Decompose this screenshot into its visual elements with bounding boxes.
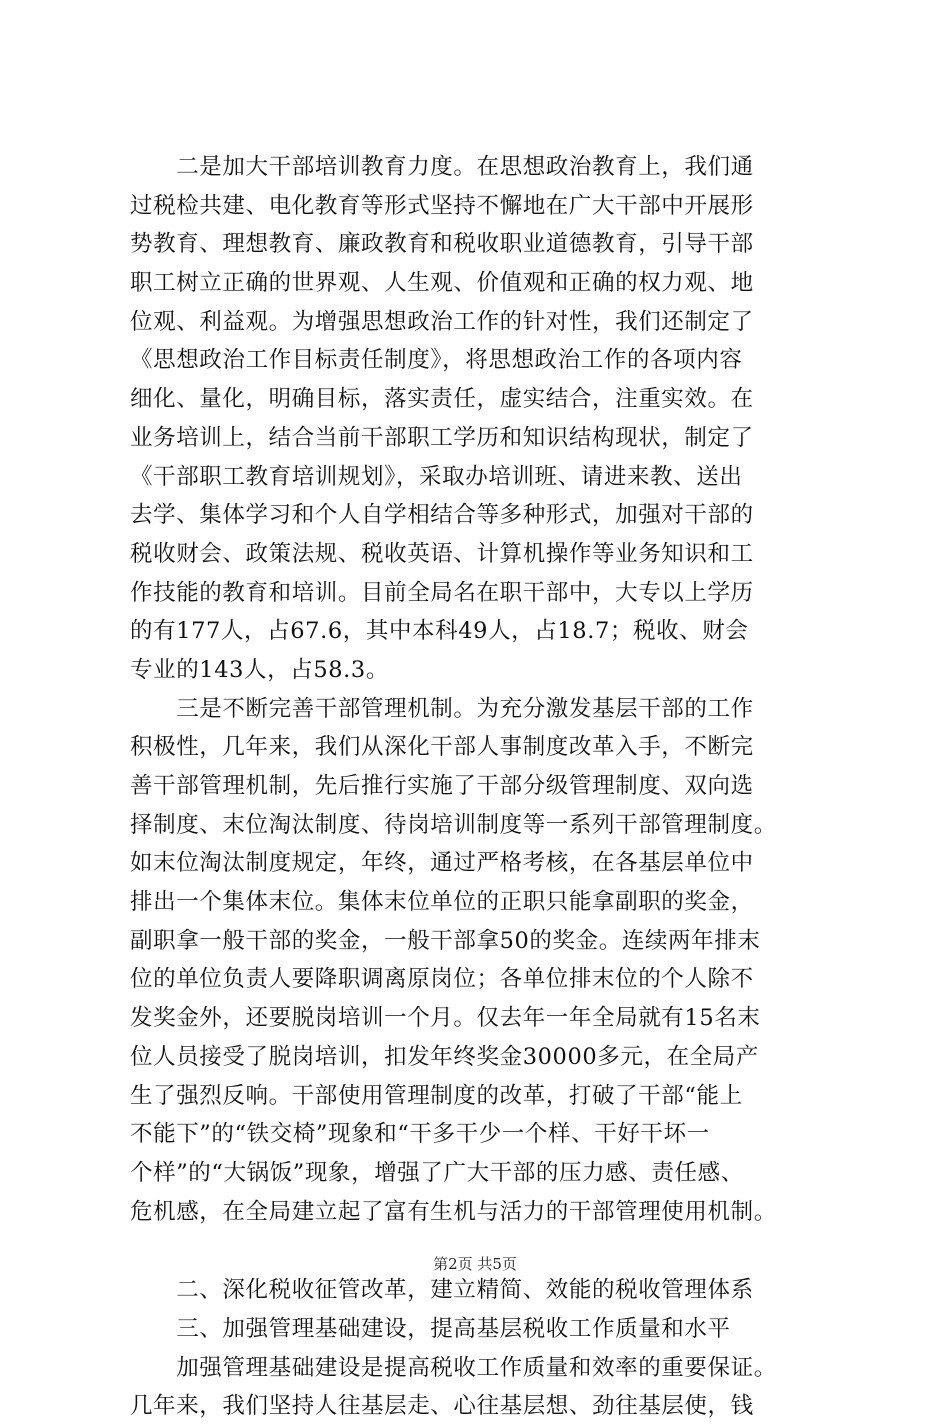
text-line: 职工树立正确的世界观、人生观、价值观和正确的权力观、地	[130, 270, 754, 297]
text-line: 排出一个集体末位。集体末位单位的正职只能拿副职的奖金，	[130, 889, 754, 916]
text-line: 不能下”的“铁交椅”现象和“干多干少一个样、干好干坏一	[130, 1121, 710, 1148]
text-line: 积极性，几年来，我们从深化干部人事制度改革入手，不断完	[130, 734, 754, 761]
text-line: 《干部职工教育培训规划》，采取办培训班、请进来教、送出	[130, 463, 743, 490]
text-line: 过税检共建、电化教育等形式坚持不懈地在广大干部中开展形	[130, 192, 754, 219]
text-line: 势教育、理想教育、廉政教育和税收职业道德教育，引导干部	[130, 231, 754, 258]
text-line: 三是不断完善干部管理机制。为充分激发基层干部的工作	[130, 695, 754, 722]
text-line: 位观、利益观。为增强思想政治工作的针对性，我们还制定了	[130, 308, 754, 335]
section-heading: 二、深化税收征管改革，建立精简、效能的税收管理体系	[130, 1277, 754, 1304]
section-heading: 三、加强管理基础建设，提高基层税收工作质量和水平	[130, 1315, 731, 1342]
text-line: 业务培训上，结合当前干部职工学历和知识结构现状，制定了	[130, 424, 754, 451]
text-line: 加强管理基础建设是提高税收工作质量和效率的重要保证。	[130, 1354, 777, 1381]
text-line: 的有177人，占67.6，其中本科49人，占18.7；税收、财会	[130, 618, 749, 645]
page-indicator: 第2页 共5页	[433, 1255, 517, 1273]
text-line: 专业的143人，占58.3。	[130, 656, 389, 683]
text-line: 发奖金外，还要脱岗培训一个月。仅去年一年全局就有15名末	[130, 1005, 761, 1032]
page-footer	[0, 1253, 950, 1274]
text-line: 位的单位负责人要降职调离原岗位；各单位排末位的个人除不	[130, 966, 754, 993]
text-line: 《思想政治工作目标责任制度》，将思想政治工作的各项内容	[130, 347, 743, 374]
text-line: 副职拿一般干部的奖金，一般干部拿50的奖金。连续两年排末	[130, 927, 761, 954]
text-line: 善干部管理机制，先后推行实施了干部分级管理制度、双向选	[130, 773, 754, 799]
paragraph-group-cadre-management	[130, 148, 830, 1231]
paragraph-group-headings	[130, 1271, 830, 1426]
text-line: 个样”的“大锅饭”现象，增强了广大干部的压力感、责任感、	[130, 1159, 744, 1186]
text-line: 细化、量化，明确目标，落实责任，虚实结合，注重实效。在	[130, 386, 754, 413]
text-line: 生了强烈反响。干部使用管理制度的改革，打破了干部“能上	[130, 1082, 743, 1109]
text-line: 税收财会、政策法规、税收英语、计算机操作等业务知识和工	[130, 540, 754, 567]
text-line: 作技能的教育和培训。目前全局名在职干部中，大专以上学历	[130, 579, 754, 606]
text-line: 危机感，在全局建立起了富有生机与活力的干部管理使用机制。	[130, 1198, 777, 1225]
text-line: 二是加大干部培训教育力度。在思想政治教育上，我们通	[130, 154, 754, 180]
text-line: 择制度、末位淘汰制度、待岗培训制度等一系列干部管理制度。	[130, 811, 777, 838]
text-line: 去学、集体学习和个人自学相结合等多种形式，加强对干部的	[130, 502, 754, 529]
text-line: 几年来，我们坚持人往基层走、心往基层想、劲往基层使，钱	[130, 1393, 754, 1420]
text-line: 位人员接受了脱岗培训，扣发年终奖金30000多元，在全局产	[130, 1043, 759, 1070]
text-line: 如末位淘汰制度规定，年终，通过严格考核，在各基层单位中	[130, 850, 754, 877]
document-body	[130, 148, 830, 1426]
